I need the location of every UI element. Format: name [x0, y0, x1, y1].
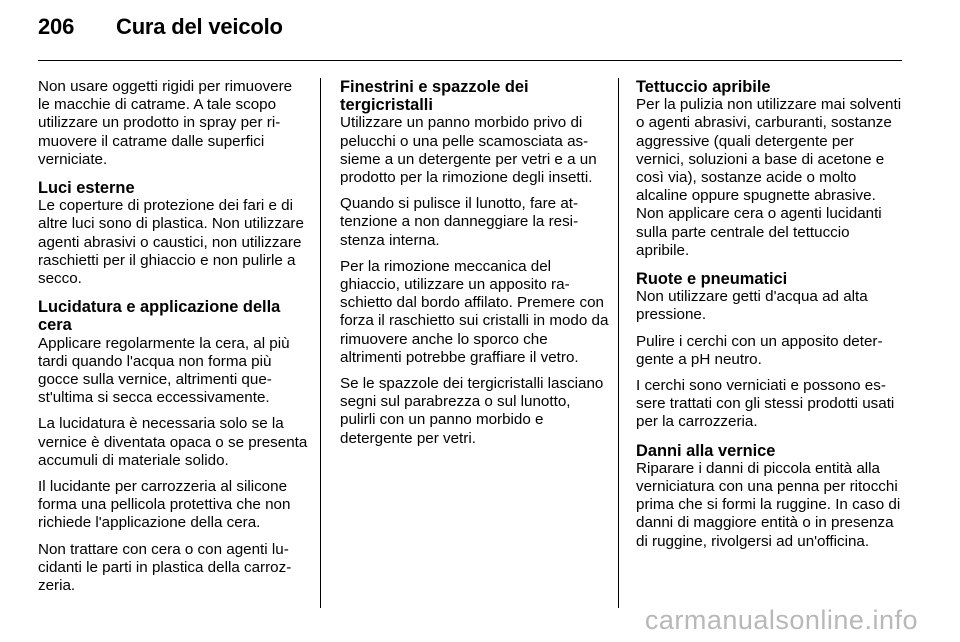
section-heading: Finestrini e spazzole dei tergicristalli: [340, 78, 529, 115]
section-heading: Lucidatura e applicazione della cera: [38, 298, 281, 335]
text-column: [340, 78, 610, 458]
section: [636, 270, 906, 432]
header-divider: [38, 60, 902, 61]
paragraph: Quando si pulisce il lunotto, fare attenzione a non danneggiare la resistenza interna.: [340, 195, 579, 249]
paragraph: Le coperture di protezione dei fari e di altre luci sono di plastica. Non utilizzare agenti abrasivi o caustici, non utilizzare raschietti per il ghiaccio e non pulirle a secco.: [38, 197, 304, 288]
paragraph: Il lucidante per carrozzeria al silicone forma una pellicola protettiva che non richiede l'applicazione della cera.: [38, 478, 291, 532]
paragraph: Non usare oggetti rigidi per rimuovere le macchie di catrame. A tale scopo utilizzare un prodotto in spray per rimuovere il catrame dalle superfici verniciate.: [38, 78, 293, 168]
section-heading: Luci esterne: [38, 179, 135, 198]
section-heading: Ruote e pneumatici: [636, 270, 788, 289]
column-divider: [618, 78, 619, 608]
paragraph: Non trattare con cera o con agenti lucidanti le parti in plastica della carrozzeria.: [38, 540, 292, 595]
paragraph: Non utilizzare getti d'acqua ad alta pressione.: [636, 288, 868, 324]
paragraph: Per la rimozione meccanica del ghiaccio, utilizzare un apposito raschietto dal bordo affilato. Premere con forza il raschietto sui cristalli in modo da rimuovere anche lo sporco che altrimenti potrebbe graffiare il vetro.: [340, 257, 609, 366]
watermark: carmanualsonline.info: [644, 605, 918, 635]
paragraph: Riparare i danni di piccola entità alla verniciatura con una penna per ritocchi prima che si formi la ruggine. In caso di danni di maggiore entità o in presenza di ruggine, rivolgersi ad un'officina.: [636, 459, 901, 550]
section-heading: Tettuccio apribile: [636, 78, 771, 96]
paragraph: Applicare regolarmente la cera, al più tardi quando l'acqua non forma più gocce sulla vernice, altrimenti quest'ultima si secca eccessivamente.: [38, 334, 290, 407]
section: [38, 78, 308, 169]
column-divider: [320, 78, 321, 608]
paragraph: La lucidatura è necessaria solo se la vernice è diventata opaca o se presenta accumuli di materiale solido.: [38, 415, 308, 469]
page-header: [38, 14, 283, 40]
paragraph: Pulire i cerchi con un apposito detergente a pH neutro.: [636, 332, 883, 368]
section: [636, 442, 906, 551]
paragraph: Se le spazzole dei tergicristalli lasciano segni sul parabrezza o sul lunotto, pulirli con un panno morbido e detergente per vetri.: [340, 375, 604, 447]
paragraph: Per la pulizia non utilizzare mai solventi o agenti abrasivi, carburanti, sostanze aggressive (quali detergente per vernici, soluzioni a base di acetone e così via), sostanze acide o molto alcaline oppure spugnette abrasive. Non applicare cera o agenti lucidanti sulla parte centrale del tettuccio apribile.: [636, 96, 902, 259]
section: [340, 78, 610, 448]
text-column: [38, 78, 308, 605]
text-column: [636, 78, 906, 561]
section: [636, 78, 906, 260]
page-title: Cura del veicolo: [116, 14, 283, 39]
section-heading: Danni alla vernice: [636, 441, 776, 460]
section: [38, 298, 308, 595]
page-number: 206: [38, 14, 75, 39]
section: [38, 179, 308, 288]
paragraph: I cerchi sono verniciati e possono essere trattati con gli stessi prodotti usati per la carrozzeria.: [636, 377, 895, 431]
paragraph: Utilizzare un panno morbido privo di pelucchi o una pelle scamosciata assieme a un detergente per vetri e a un prodotto per la rimozione degli insetti.: [340, 114, 597, 187]
